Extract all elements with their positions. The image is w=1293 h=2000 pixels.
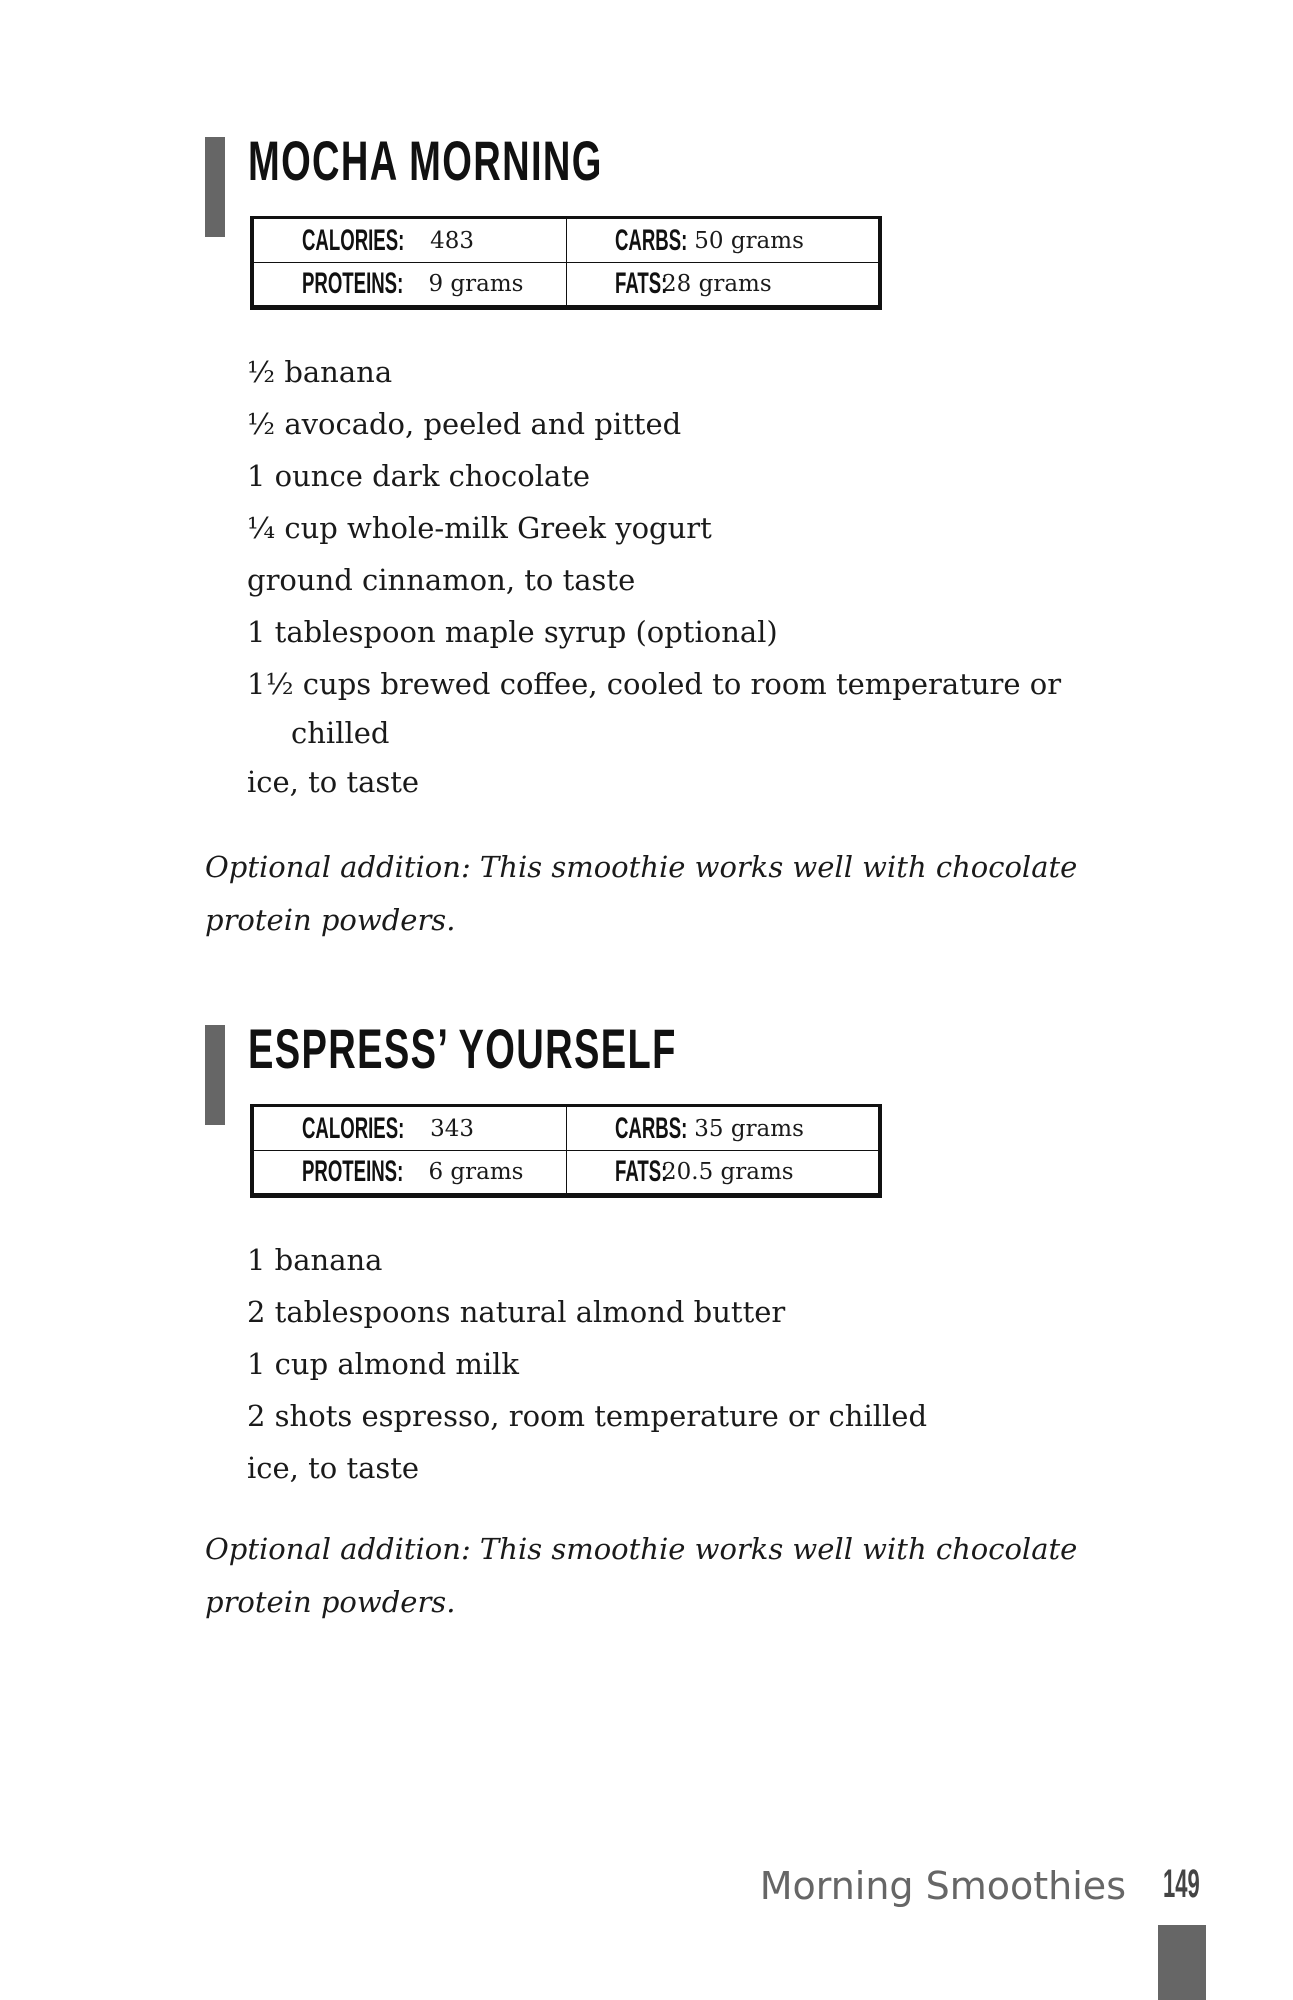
- ingredient-item: 1 ounce dark chocolate: [247, 459, 591, 493]
- ingredient-item: ½ banana: [247, 355, 393, 389]
- page-edge-tab: [1158, 1925, 1206, 2000]
- ingredient-item: ice, to taste: [247, 1451, 420, 1485]
- ingredient-item: 2 tablespoons natural almond butter: [247, 1295, 786, 1329]
- fats-cell: [566, 263, 880, 308]
- title-accent-bar: [205, 137, 225, 237]
- proteins-value: 9 grams: [428, 271, 524, 297]
- nutrition-table: [250, 216, 882, 310]
- carbs-cell: [566, 1106, 880, 1151]
- fats-label: FATS:: [614, 267, 667, 300]
- calories-label: CALORIES:: [302, 223, 405, 257]
- ingredient-list: [247, 348, 1147, 810]
- recipe-title: ESPRESS’ YOURSELF: [248, 1017, 677, 1080]
- proteins-label: PROTEINS:: [302, 267, 404, 300]
- ingredient-item: 1 banana: [247, 1243, 383, 1277]
- carbs-label: CARBS:: [614, 223, 687, 257]
- ingredient-item: 1½ cups brewed coffee, cooled to room temperature or chilled: [247, 667, 1062, 750]
- ingredient-item: ¼ cup whole-milk Greek yogurt: [247, 511, 712, 545]
- nutrition-table: [250, 1104, 882, 1198]
- ingredient-item: 1 cup almond milk: [247, 1347, 519, 1381]
- fats-cell: [566, 1151, 880, 1196]
- proteins-value: 6 grams: [428, 1159, 524, 1185]
- title-accent-bar: [205, 1025, 225, 1125]
- fats-value: 28 grams: [662, 271, 772, 297]
- proteins-cell: [252, 263, 566, 308]
- proteins-cell: [252, 1151, 566, 1196]
- ingredient-item: ice, to taste: [247, 765, 420, 799]
- fats-label: FATS:: [614, 1155, 667, 1188]
- calories-value: 483: [430, 227, 474, 254]
- calories-value: 343: [430, 1115, 474, 1142]
- ingredient-list: [247, 1236, 1147, 1496]
- ingredient-item: ground cinnamon, to taste: [247, 563, 636, 597]
- calories-cell: [252, 218, 566, 263]
- carbs-value: 50 grams: [694, 227, 804, 254]
- proteins-label: PROTEINS:: [302, 1155, 404, 1188]
- section-footer-label: Morning Smoothies: [759, 1864, 1126, 1908]
- optional-addition-note: Optional addition: This smoothie works well with chocolate protein powders.: [205, 850, 1078, 937]
- fats-value: 20.5 grams: [662, 1159, 794, 1185]
- recipe-title: MOCHA MORNING: [248, 129, 603, 192]
- ingredient-item: ½ avocado, peeled and pitted: [247, 407, 682, 441]
- calories-cell: [252, 1106, 566, 1151]
- page-number: 149: [1163, 1862, 1200, 1906]
- carbs-cell: [566, 218, 880, 263]
- carbs-value: 35 grams: [694, 1115, 804, 1142]
- optional-addition-note: Optional addition: This smoothie works well with chocolate protein powders.: [205, 1532, 1078, 1619]
- ingredient-item: 1 tablespoon maple syrup (optional): [247, 615, 778, 649]
- calories-label: CALORIES:: [302, 1111, 405, 1145]
- carbs-label: CARBS:: [614, 1111, 687, 1145]
- ingredient-item: 2 shots espresso, room temperature or chilled: [247, 1399, 928, 1433]
